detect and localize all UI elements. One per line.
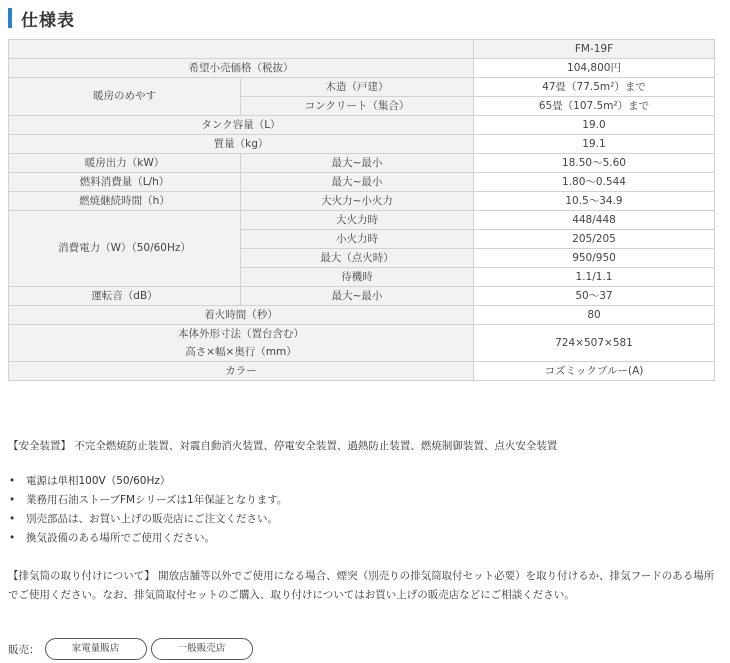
power-max-value: 950/950 — [474, 249, 715, 268]
bullet-mark: • — [9, 494, 16, 506]
tank-value: 19.0 — [474, 116, 715, 135]
dimensions-value: 724×507×581 — [474, 325, 715, 362]
noise-value: 50～37 — [474, 287, 715, 306]
power-high-label: 大火力時 — [241, 211, 474, 230]
sales-label: 販売： — [8, 643, 40, 656]
power-standby-value: 1.1/1.1 — [474, 268, 715, 287]
fuel-label: 燃料消費量（L/h） — [9, 173, 241, 192]
heating-label: 暖房のめやす — [9, 78, 241, 116]
table-row — [9, 192, 715, 211]
list-item — [8, 510, 720, 529]
fuel-sub: 最大~最小 — [241, 173, 474, 192]
fuel-value: 1.80～0.544 — [474, 173, 715, 192]
mass-value: 19.1 — [474, 135, 715, 154]
power-low-value: 205/205 — [474, 230, 715, 249]
model-header-blank — [9, 40, 474, 59]
noise-sub: 最大~最小 — [241, 287, 474, 306]
table-row — [9, 362, 715, 381]
model-header: FM-19F — [474, 40, 715, 59]
list-item — [8, 529, 720, 548]
bullet-mark: • — [9, 532, 16, 544]
power-low-label: 小火力時 — [241, 230, 474, 249]
color-label: カラー — [9, 362, 474, 381]
power-label: 消費電力（W）（50/60Hz） — [9, 211, 241, 287]
safety-devices-note: 【安全装置】 不完全燃焼防止装置、対震自動消火装置、停電安全装置、過熱防止装置、燃焼制御装置、点火安全装置 — [8, 440, 558, 452]
output-value: 18.50～5.60 — [474, 154, 715, 173]
page-title-text: 仕様表 — [21, 10, 75, 31]
table-row — [9, 40, 715, 59]
duration-label: 燃焼継続時間（h） — [9, 192, 241, 211]
list-item-text: 電源は単相100V（50/60Hz） — [26, 475, 171, 487]
table-row — [9, 154, 715, 173]
output-sub: 最大~最小 — [241, 154, 474, 173]
list-item — [8, 491, 720, 510]
price-label: 希望小売価格（税抜） — [9, 59, 474, 78]
sales-channel-badge: 家電量販店 — [45, 638, 147, 660]
color-value: コズミックブルー(A) — [474, 362, 715, 381]
noise-label: 運転音（dB） — [9, 287, 241, 306]
heating-wood-value: 47畳（77.5m²）まで — [474, 78, 715, 97]
exhaust-pipe-note: 【排気筒の取り付けについて】 開放店舗等以外でご使用になる場合、煙突（別売りの排気筒取付セット必要）を取り付けるか、排気フードのある場所でご使用ください。なお、排気筒取付セットのご購入、取り付けについてはお買い上げの販売店などにご相談ください。 — [8, 570, 715, 601]
table-row — [9, 325, 715, 362]
price-value: 104,800円 — [474, 59, 715, 78]
table-row — [9, 59, 715, 78]
list-item-text: 業務用石油ストーブFMシリーズは1年保証となります。 — [26, 494, 288, 506]
dimensions-label — [9, 325, 474, 362]
table-row — [9, 287, 715, 306]
heating-concrete-label: コンクリート（集合） — [241, 97, 474, 116]
power-standby-label: 待機時 — [241, 268, 474, 287]
tank-label: タンク容量（L） — [9, 116, 474, 135]
mass-label: 質量（kg） — [9, 135, 474, 154]
table-row — [9, 173, 715, 192]
table-row — [9, 211, 715, 230]
ignition-label: 着火時間（秒） — [9, 306, 474, 325]
bullet-mark: • — [9, 475, 16, 487]
power-max-label: 最大（点火時） — [241, 249, 474, 268]
duration-value: 10.5～34.9 — [474, 192, 715, 211]
heating-concrete-value: 65畳（107.5m²）まで — [474, 97, 715, 116]
table-row — [9, 78, 715, 97]
title-accent-bar — [8, 8, 12, 28]
ignition-value: 80 — [474, 306, 715, 325]
spec-table — [8, 39, 715, 381]
bullet-list — [8, 472, 720, 548]
list-item-text: 換気設備のある場所でご使用ください。 — [26, 532, 215, 544]
page-title — [8, 6, 75, 30]
sales-channel-badge: 一般販売店 — [151, 638, 253, 660]
power-high-value: 448/448 — [474, 211, 715, 230]
table-row — [9, 135, 715, 154]
list-item — [8, 472, 720, 491]
output-label: 暖房出力（kW） — [9, 154, 241, 173]
dimensions-label-line1: 本体外形寸法（置台含む） — [178, 328, 304, 340]
sales-channels — [8, 638, 257, 660]
bullet-mark: • — [9, 513, 16, 525]
list-item-text: 別売部品は、お買い上げの販売店にご注文ください。 — [26, 513, 278, 525]
dimensions-label-line2: 高さ×幅×奥行（mm） — [185, 346, 297, 358]
table-row — [9, 306, 715, 325]
table-row — [9, 116, 715, 135]
duration-sub: 大火力~小火力 — [241, 192, 474, 211]
heating-wood-label: 木造（戸建） — [241, 78, 474, 97]
